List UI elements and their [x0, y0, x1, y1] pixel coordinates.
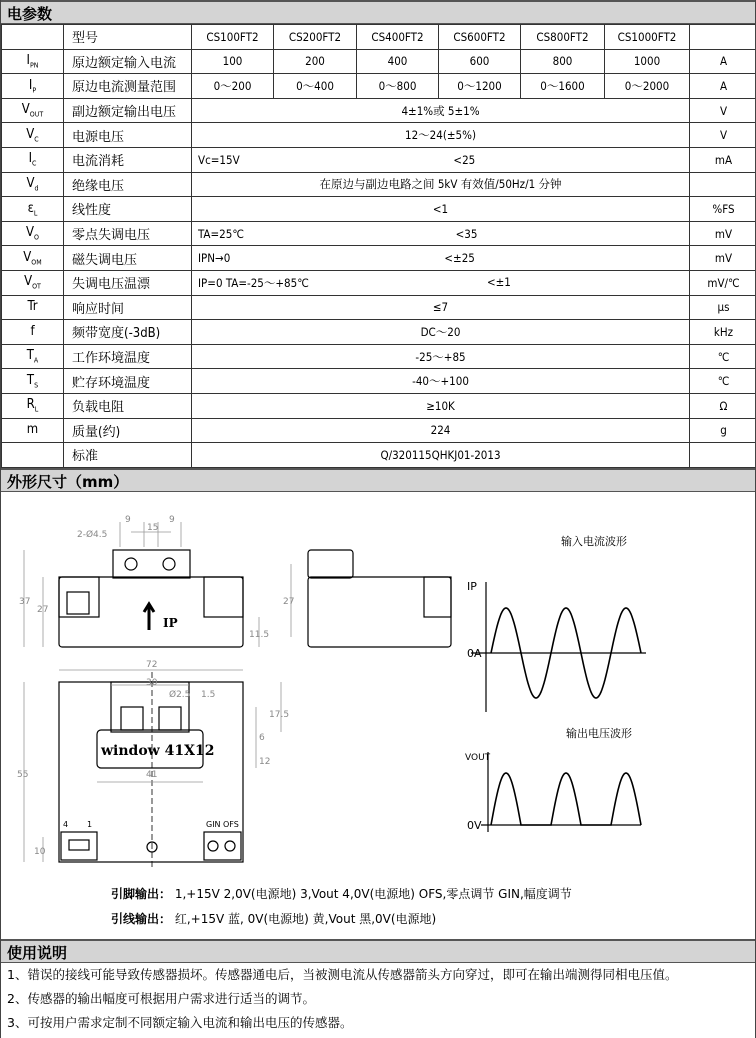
- svg-text:4: 4: [63, 819, 69, 829]
- symbol-subscript: OM: [31, 258, 42, 267]
- svg-text:OFS: OFS: [223, 819, 239, 829]
- outline-drawings: [1, 492, 756, 939]
- svg-text:15: 15: [147, 522, 159, 533]
- model-cell: CS600FT2: [439, 25, 521, 50]
- unit-cell: mV: [690, 246, 756, 271]
- unit-cell: g: [690, 418, 756, 443]
- symbol: I: [28, 77, 33, 93]
- unit-cell: kHz: [690, 320, 756, 345]
- params-table: [1, 24, 756, 468]
- condition: IP=0 TA=-25～+85℃: [198, 275, 309, 290]
- symbol-cell: [2, 147, 64, 172]
- value: ≥10K: [426, 398, 455, 413]
- value: 12～24(±5%): [405, 128, 476, 143]
- symbol-subscript: OT: [32, 283, 41, 292]
- param-name: 频带宽度(-3dB): [64, 320, 192, 345]
- value-cell: [192, 295, 690, 320]
- symbol-cell: [2, 74, 64, 99]
- unit-cell: A: [690, 49, 756, 74]
- symbol-cell: [2, 197, 64, 222]
- symbol-subscript: OUT: [29, 110, 44, 119]
- usage-notes: [1, 963, 755, 1035]
- value: <1: [432, 201, 449, 216]
- table-row: [2, 123, 756, 148]
- param-name: 电源电压: [64, 123, 192, 148]
- value: <25: [453, 152, 476, 167]
- value-cell: 0～200: [192, 74, 274, 99]
- unit-cell: ℃: [690, 369, 756, 394]
- table-header-row: [2, 25, 756, 50]
- svg-text:9: 9: [169, 514, 175, 525]
- front-view: [24, 522, 259, 647]
- svg-text:2-Ø4.5: 2-Ø4.5: [77, 529, 108, 540]
- condition: Vc=15V: [198, 152, 240, 167]
- svg-text:12: 12: [259, 756, 271, 767]
- section-electrical-params: 电参数: [1, 0, 755, 24]
- table-row: [2, 393, 756, 418]
- symbol-cell: [2, 344, 64, 369]
- symbol: f: [30, 323, 35, 339]
- value: <±1: [486, 274, 511, 289]
- param-name: 负载电阻: [64, 393, 192, 418]
- unit-cell: μs: [690, 295, 756, 320]
- input-wave: [471, 582, 646, 712]
- symbol-subscript: O: [34, 233, 39, 242]
- model-cell: CS800FT2: [521, 25, 605, 50]
- param-name: 电流消耗: [64, 147, 192, 172]
- symbol: ε: [27, 200, 34, 216]
- svg-text:IP: IP: [467, 579, 477, 593]
- symbol-cell: [2, 369, 64, 394]
- param-name: 贮存环境温度: [64, 369, 192, 394]
- unit-cell: [690, 172, 756, 197]
- symbol: T: [26, 348, 34, 364]
- symbol-cell: [2, 25, 64, 50]
- param-name: 原边额定输入电流: [64, 49, 192, 74]
- symbol-cell: [2, 443, 64, 468]
- table-row: [2, 369, 756, 394]
- svg-text:VOUT: VOUT: [465, 752, 491, 763]
- param-name: 响应时间: [64, 295, 192, 320]
- svg-text:window 41X12: window 41X12: [101, 742, 215, 759]
- symbol-cell: [2, 270, 64, 295]
- table-row: [2, 172, 756, 197]
- symbol: T: [26, 372, 35, 388]
- symbol-subscript: PN: [29, 61, 39, 70]
- pin-output-line: 引脚输出： 1,+15V 2,0V(电源地) 3,Vout 4,0V(电源地) OFS,零点调节 GIN,幅度调节: [111, 886, 572, 901]
- model-cell: CS100FT2: [192, 25, 274, 50]
- symbol-cell: [2, 49, 64, 74]
- value-cell: [192, 443, 690, 468]
- symbol-subscript: d: [34, 184, 39, 193]
- symbol-subscript: C: [32, 160, 37, 169]
- value: Q/320115QHKJ01-2013: [380, 447, 501, 462]
- note: 2、传感器的输出幅度可根据用户需求进行适当的调节。: [7, 990, 315, 1006]
- value-cell: [192, 344, 690, 369]
- value-cell: [192, 123, 690, 148]
- param-name: 型号: [64, 25, 192, 50]
- unit-cell: V: [690, 98, 756, 123]
- value-cell: 1000: [605, 49, 690, 74]
- value-cell: 400: [357, 49, 439, 74]
- unit-cell: mA: [690, 147, 756, 172]
- bottom-view: [24, 670, 281, 867]
- value-cell: [192, 172, 690, 197]
- value-cell: 600: [439, 49, 521, 74]
- svg-text:9: 9: [125, 514, 131, 525]
- dimension-drawing: [1, 492, 755, 939]
- symbol-subscript: L: [33, 209, 38, 218]
- section-usage: 使用说明: [1, 939, 755, 963]
- table-row: [2, 221, 756, 246]
- value-cell: [192, 98, 690, 123]
- symbol-cell: [2, 418, 64, 443]
- svg-text:37: 37: [19, 596, 31, 607]
- wire-output-line: 引线输出： 红,+15V 蓝, 0V(电源地) 黄,Vout 黑,0V(电源地): [111, 911, 437, 926]
- unit-cell: A: [690, 74, 756, 99]
- symbol-cell: [2, 123, 64, 148]
- symbol: V: [24, 274, 33, 290]
- symbol: V: [26, 225, 35, 241]
- condition: IPN→0: [198, 251, 231, 266]
- symbol: V: [21, 102, 30, 118]
- table-row: [2, 320, 756, 345]
- value: 在原边与副边电路之间 5kV 有效值/50Hz/1 分钟: [319, 177, 562, 192]
- unit-cell: ℃: [690, 344, 756, 369]
- value-cell: 0～1600: [521, 74, 605, 99]
- table-row: [2, 443, 756, 468]
- value-cell: [192, 320, 690, 345]
- symbol-cell: [2, 221, 64, 246]
- table-row: [2, 246, 756, 271]
- value: <±25: [444, 251, 475, 266]
- symbol-subscript: A: [33, 356, 39, 365]
- symbol-cell: [2, 295, 64, 320]
- param-name: 质量(约): [64, 418, 192, 443]
- param-name: 原边电流测量范围: [64, 74, 192, 99]
- svg-text:输入电流波形: 输入电流波形: [561, 534, 627, 548]
- value: 4±1%或 5±1%: [401, 103, 480, 118]
- note: 3、可按用户需求定制不同额定输入电流和输出电压的传感器。: [7, 1014, 353, 1030]
- table-row: [2, 270, 756, 295]
- symbol-subscript: S: [34, 381, 39, 390]
- table-row: [2, 49, 756, 74]
- value-cell: [192, 418, 690, 443]
- value-cell: [192, 393, 690, 418]
- table-row: [2, 418, 756, 443]
- value: DC～20: [420, 324, 461, 339]
- svg-text:1: 1: [87, 819, 93, 829]
- svg-text:17.5: 17.5: [269, 709, 290, 720]
- value-cell: 0～400: [274, 74, 357, 99]
- unit-cell: %FS: [690, 197, 756, 222]
- svg-text:30: 30: [146, 677, 158, 688]
- symbol: V: [26, 126, 35, 142]
- param-name: 零点失调电压: [64, 221, 192, 246]
- param-name: 绝缘电压: [64, 172, 192, 197]
- unit-cell: Ω: [690, 393, 756, 418]
- side-view: [291, 550, 451, 647]
- table-row: [2, 147, 756, 172]
- table-row: [2, 74, 756, 99]
- svg-text:27: 27: [37, 604, 49, 615]
- symbol: R: [26, 397, 35, 413]
- value-cell: 100: [192, 49, 274, 74]
- param-name: 副边额定输出电压: [64, 98, 192, 123]
- svg-text:输出电压波形: 输出电压波形: [566, 726, 632, 740]
- symbol-cell: [2, 393, 64, 418]
- symbol-cell: [2, 172, 64, 197]
- value-cell: [192, 221, 690, 246]
- param-name: 标准: [64, 443, 192, 468]
- symbol: m: [26, 422, 39, 437]
- value-cell: 800: [521, 49, 605, 74]
- value: ≤7: [432, 300, 449, 315]
- table-row: [2, 197, 756, 222]
- svg-text:72: 72: [146, 659, 158, 670]
- value: <35: [455, 226, 478, 241]
- symbol: Tr: [27, 299, 38, 315]
- symbol-subscript: P: [32, 86, 37, 95]
- value-cell: [192, 197, 690, 222]
- value: 224: [430, 423, 451, 438]
- svg-text:IP: IP: [163, 615, 178, 630]
- param-name: 失调电压温漂: [64, 270, 192, 295]
- symbol-subscript: L: [34, 406, 39, 414]
- value-cell: [192, 147, 690, 172]
- value-cell: [192, 369, 690, 394]
- symbol-cell: [2, 246, 64, 271]
- svg-text:55: 55: [17, 769, 29, 780]
- condition: TA=25℃: [198, 226, 244, 241]
- model-cell: CS400FT2: [357, 25, 439, 50]
- svg-text:1.5: 1.5: [201, 689, 216, 700]
- svg-text:6: 6: [259, 732, 265, 743]
- value: -25～+85: [415, 349, 466, 364]
- symbol-cell: [2, 98, 64, 123]
- note: 1、错误的接线可能导致传感器损坏。传感器通电后，当被测电流从传感器箭头方向穿过，即可在输出端测得同相电压值。: [7, 966, 678, 982]
- symbol: V: [26, 176, 35, 192]
- svg-text:10: 10: [34, 846, 46, 857]
- unit-cell: mV: [690, 221, 756, 246]
- svg-text:11.5: 11.5: [249, 629, 270, 640]
- svg-text:27: 27: [283, 596, 295, 607]
- value-cell: 0～2000: [605, 74, 690, 99]
- value-cell: 200: [274, 49, 357, 74]
- svg-text:41: 41: [146, 769, 158, 780]
- table-row: [2, 98, 756, 123]
- table-row: [2, 295, 756, 320]
- section-dimensions: 外形尺寸（mm）: [1, 468, 755, 492]
- table-row: [2, 344, 756, 369]
- symbol: V: [23, 249, 32, 265]
- unit-cell: V: [690, 123, 756, 148]
- model-cell: CS200FT2: [274, 25, 357, 50]
- unit-cell: mV/℃: [690, 270, 756, 295]
- symbol: I: [28, 151, 33, 167]
- model-cell: CS1000FT2: [605, 25, 690, 50]
- param-name: 线性度: [64, 197, 192, 222]
- svg-text:Ø2.5: Ø2.5: [169, 689, 191, 700]
- value-cell: [192, 270, 690, 295]
- value-cell: 0～800: [357, 74, 439, 99]
- param-name: 工作环境温度: [64, 344, 192, 369]
- output-wave: [481, 752, 641, 832]
- unit-cell: [690, 443, 756, 468]
- value-cell: 0～1200: [439, 74, 521, 99]
- svg-text:GIN: GIN: [206, 819, 221, 829]
- symbol-cell: [2, 320, 64, 345]
- value-cell: [192, 246, 690, 271]
- param-name: 磁失调电压: [64, 246, 192, 271]
- value: -40～+100: [412, 374, 469, 389]
- svg-text:0A: 0A: [467, 646, 482, 660]
- symbol-subscript: C: [34, 135, 39, 144]
- svg-text:0V: 0V: [467, 818, 482, 832]
- symbol: I: [26, 53, 30, 69]
- unit-cell: [690, 25, 756, 50]
